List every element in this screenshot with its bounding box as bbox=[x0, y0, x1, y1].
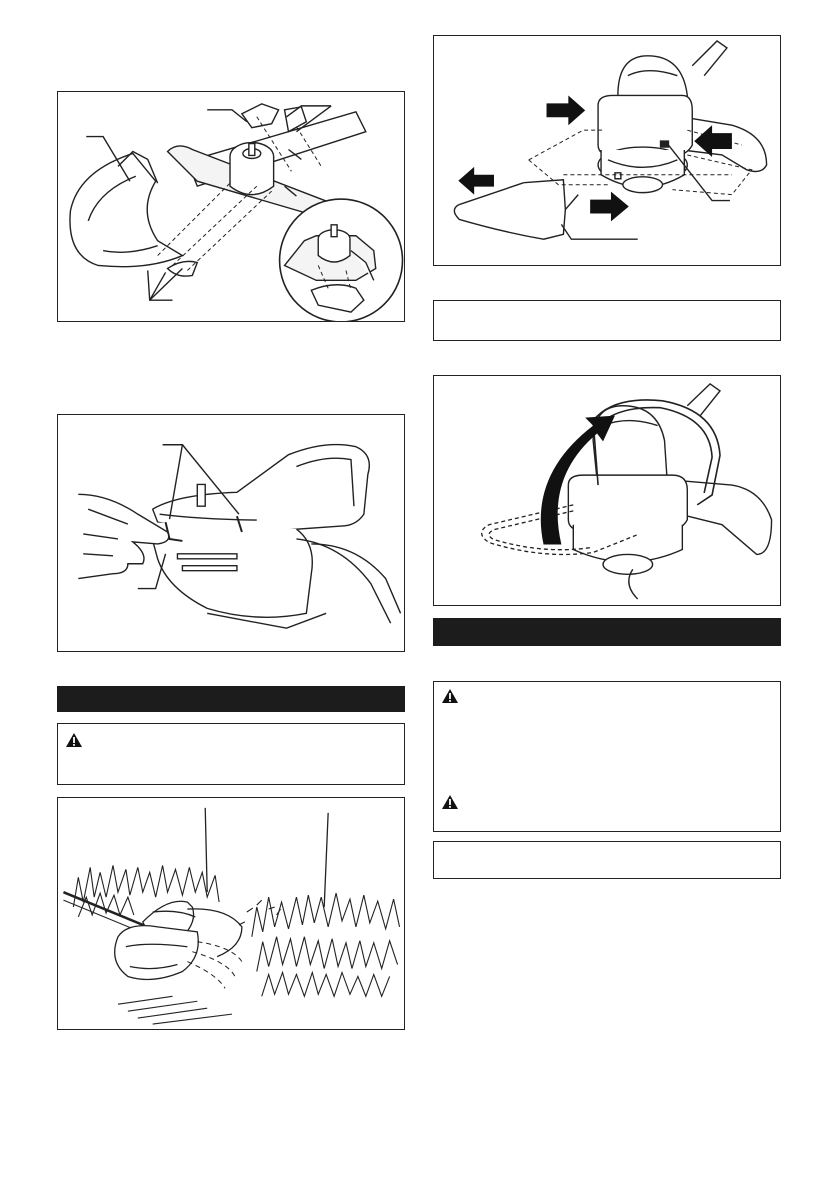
figure-plant-protector-rotation bbox=[433, 375, 781, 606]
figure-protector-hook bbox=[57, 414, 405, 652]
section-heading-bar-right bbox=[433, 618, 781, 646]
protector-hook-illustration bbox=[58, 415, 404, 651]
note-box bbox=[433, 300, 781, 341]
grass-cutting-illustration bbox=[58, 798, 404, 1029]
plant-protector-rotation-illustration bbox=[434, 376, 780, 605]
trimmer-guard-removal-illustration bbox=[58, 92, 404, 321]
warning-box-right bbox=[433, 681, 781, 832]
warning-triangle-icon bbox=[441, 794, 459, 810]
figure-plant-protector-removal bbox=[433, 35, 781, 266]
section-heading-bar bbox=[57, 686, 405, 712]
figure-grass-cutting bbox=[57, 797, 405, 1030]
figure-guard-removal bbox=[57, 91, 405, 322]
note-box-right bbox=[433, 841, 781, 879]
warning-box bbox=[57, 723, 405, 785]
warning-triangle-icon bbox=[441, 688, 459, 704]
plant-protector-removal-illustration bbox=[434, 36, 780, 265]
warning-triangle-icon bbox=[65, 732, 83, 748]
